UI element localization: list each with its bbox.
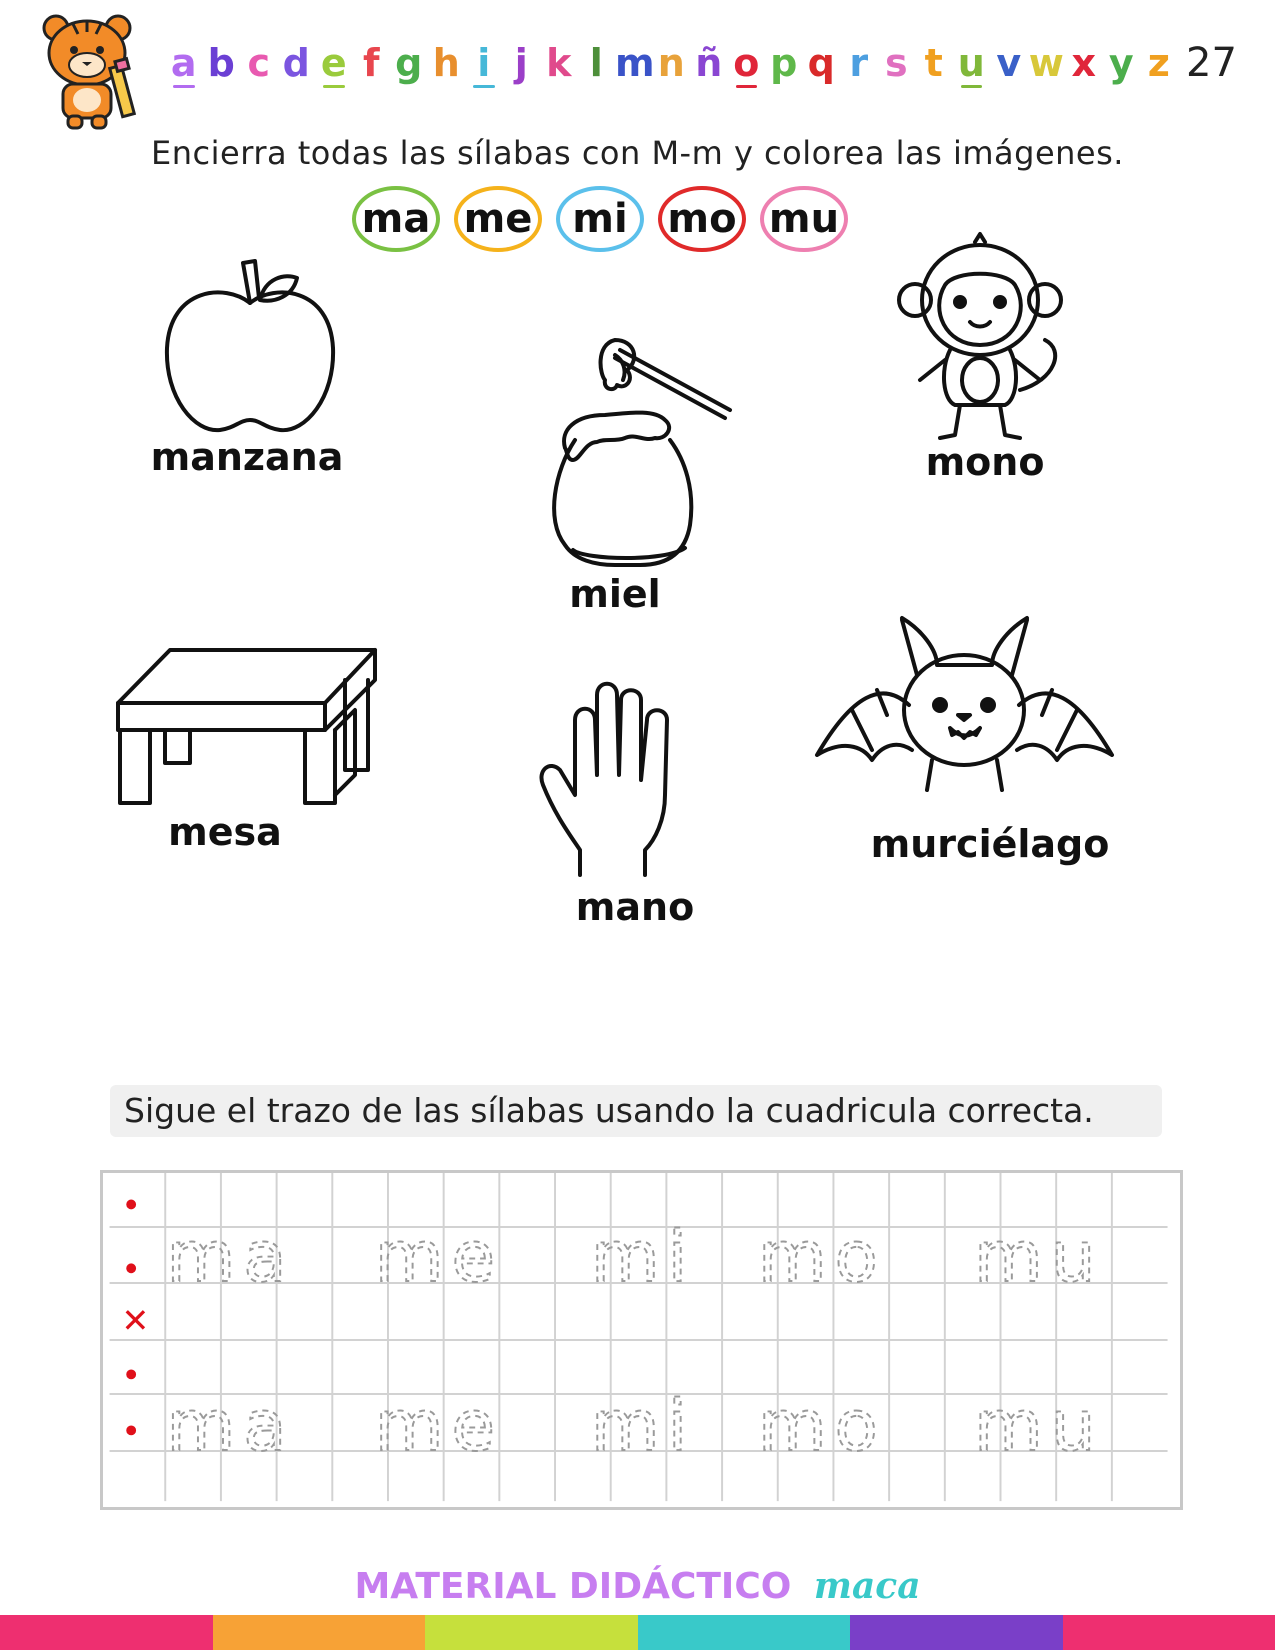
footer-color-segment bbox=[425, 1615, 638, 1650]
trace-instruction: Sigue el trazo de las sílabas usando la cuadricula correcta. bbox=[110, 1085, 1162, 1137]
trace-syllable[interactable]: me bbox=[374, 1215, 503, 1299]
alphabet-letter: q bbox=[807, 41, 835, 85]
honey-pot-icon bbox=[545, 330, 745, 590]
footer-color-segment bbox=[0, 1615, 213, 1650]
row-marker-dot bbox=[126, 1369, 136, 1379]
label-mono: mono bbox=[925, 440, 1045, 484]
monkey-icon bbox=[895, 230, 1075, 450]
alphabet-letter: k bbox=[546, 41, 572, 85]
instruction-text: Encierra todas las sílabas con M-m y colorea las imágenes. bbox=[151, 134, 1124, 172]
apple-icon bbox=[155, 258, 345, 448]
label-mesa: mesa bbox=[168, 810, 282, 854]
table-icon bbox=[110, 645, 390, 815]
footer-color-segment bbox=[850, 1615, 1063, 1650]
trace-syllable[interactable]: mi bbox=[590, 1215, 696, 1299]
alphabet-letter: v bbox=[996, 41, 1022, 85]
alphabet-letter: g bbox=[395, 41, 423, 85]
page-number: 27 bbox=[1186, 40, 1237, 86]
trace-syllable[interactable]: mu bbox=[974, 1384, 1104, 1468]
trace-syllable[interactable]: ma bbox=[166, 1215, 295, 1299]
trace-syllable[interactable]: me bbox=[374, 1384, 503, 1468]
label-murcielago: murciélago bbox=[870, 822, 1110, 866]
trace-syllable[interactable]: mo bbox=[757, 1384, 886, 1468]
footer-color-bar bbox=[0, 1615, 1275, 1650]
row-marker-dot bbox=[126, 1425, 136, 1435]
footer-brand bbox=[0, 1565, 1275, 1607]
row-marker-x: ✕ bbox=[121, 1301, 150, 1341]
alphabet-letter: b bbox=[207, 41, 235, 85]
alphabet-letter: a bbox=[165, 40, 203, 86]
alphabet-letter: y bbox=[1108, 41, 1134, 85]
trace-syllable[interactable]: mu bbox=[974, 1215, 1104, 1299]
footer-brand-mark: maca bbox=[813, 1565, 921, 1607]
alphabet-letter: j bbox=[514, 41, 528, 85]
syllable-ma[interactable]: ma bbox=[352, 186, 440, 252]
alphabet-letter: u bbox=[953, 40, 991, 86]
alphabet-letter: s bbox=[884, 41, 908, 85]
alphabet-letter: r bbox=[849, 41, 869, 85]
alphabet-letter: p bbox=[770, 41, 798, 85]
alphabet-letter: e bbox=[315, 40, 353, 86]
bat-icon bbox=[812, 610, 1117, 810]
alphabet-letter: ñ bbox=[695, 41, 723, 85]
alphabet-strip bbox=[165, 40, 1178, 86]
syllable-mi[interactable]: mi bbox=[556, 186, 644, 252]
footer-color-segment bbox=[1063, 1615, 1275, 1650]
alphabet-letter: t bbox=[924, 41, 943, 85]
trace-syllable[interactable]: mi bbox=[590, 1384, 696, 1468]
label-mano: mano bbox=[575, 885, 695, 929]
alphabet-letter: z bbox=[1147, 41, 1170, 85]
alphabet-letter: l bbox=[589, 41, 603, 85]
trace-syllable[interactable]: mo bbox=[757, 1215, 886, 1299]
footer-brand-text: MATERIAL DIDÁCTICO bbox=[354, 1566, 792, 1607]
syllable-me[interactable]: me bbox=[454, 186, 542, 252]
row-marker-dot bbox=[126, 1263, 136, 1273]
alphabet-letter: x bbox=[1071, 41, 1096, 85]
alphabet-letter: n bbox=[657, 41, 685, 85]
row-marker-dot bbox=[126, 1200, 136, 1210]
alphabet-letter: d bbox=[282, 41, 310, 85]
alphabet-letter: h bbox=[432, 41, 460, 85]
footer-color-segment bbox=[638, 1615, 851, 1650]
syllable-mo[interactable]: mo bbox=[658, 186, 746, 252]
alphabet-letter: i bbox=[465, 40, 503, 86]
syllable-mu[interactable]: mu bbox=[760, 186, 848, 252]
footer-color-segment bbox=[213, 1615, 426, 1650]
tracing-grid bbox=[100, 1170, 1183, 1510]
syllable-row bbox=[352, 186, 848, 252]
trace-syllable[interactable]: ma bbox=[166, 1384, 295, 1468]
tiger-mascot-icon bbox=[38, 8, 148, 133]
hand-icon bbox=[535, 675, 705, 885]
alphabet-letter: w bbox=[1028, 41, 1064, 85]
alphabet-letter: o bbox=[728, 40, 766, 86]
alphabet-letter: c bbox=[247, 41, 271, 85]
alphabet-letter: f bbox=[362, 41, 380, 85]
label-miel: miel bbox=[569, 572, 661, 616]
label-manzana: manzana bbox=[150, 435, 344, 479]
alphabet-letter: m bbox=[615, 41, 655, 85]
